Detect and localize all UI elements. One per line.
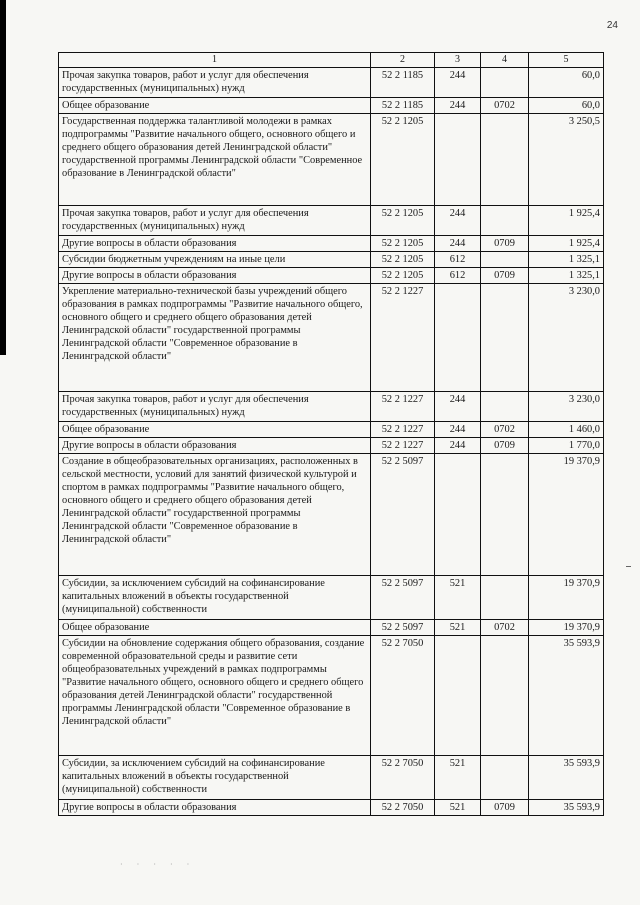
row-amount: 35 593,9	[529, 800, 604, 816]
row-code: 52 2 7050	[371, 636, 435, 756]
table-row	[59, 454, 604, 576]
row-type: 244	[435, 206, 481, 236]
page-number: 24	[606, 20, 618, 31]
row-name: Другие вопросы в области образования	[59, 236, 371, 252]
row-type: 244	[435, 68, 481, 98]
row-name: Субсидии, за исключением субсидий на софинансирование капитальных вложений в объекты государственной (муниципальной) собственности	[59, 576, 371, 620]
row-type: 244	[435, 236, 481, 252]
row-code: 52 2 7050	[371, 756, 435, 800]
row-section	[481, 392, 529, 422]
row-code: 52 2 1205	[371, 206, 435, 236]
table-row	[59, 800, 604, 816]
row-name: Общее образование	[59, 620, 371, 636]
row-section: 0709	[481, 236, 529, 252]
table-row	[59, 206, 604, 236]
row-amount: 60,0	[529, 98, 604, 114]
row-section	[481, 454, 529, 576]
row-amount: 3 230,0	[529, 392, 604, 422]
column-header-type: 3	[435, 53, 481, 68]
table-row	[59, 756, 604, 800]
scan-margin-mark	[626, 566, 631, 567]
row-section: 0709	[481, 438, 529, 454]
row-section	[481, 252, 529, 268]
row-code: 52 2 1185	[371, 68, 435, 98]
row-type: 244	[435, 98, 481, 114]
row-name: Субсидии на обновление содержания общего образования, создание современной образовательной среды и развитие сети общеобразовательных учреждений в рамках подпрограммы "Развитие начального общего, основного общего и среднего общего образования детей Ленинградской области" государственной программы Ленинградской области "Современное образование в Ленинградской области"	[59, 636, 371, 756]
table-row	[59, 268, 604, 284]
row-amount: 1 325,1	[529, 252, 604, 268]
row-amount: 3 250,5	[529, 114, 604, 206]
row-code: 52 2 5097	[371, 576, 435, 620]
table-row	[59, 236, 604, 252]
row-code: 52 2 1205	[371, 236, 435, 252]
table-row	[59, 620, 604, 636]
row-type: 612	[435, 252, 481, 268]
row-section	[481, 206, 529, 236]
row-code: 52 2 1205	[371, 114, 435, 206]
row-name: Прочая закупка товаров, работ и услуг для обеспечения государственных (муниципальных) нужд	[59, 206, 371, 236]
row-amount: 35 593,9	[529, 756, 604, 800]
row-amount: 1 770,0	[529, 438, 604, 454]
row-code: 52 2 5097	[371, 620, 435, 636]
table-row	[59, 68, 604, 98]
row-type: 521	[435, 620, 481, 636]
table-header-row	[59, 53, 604, 68]
row-type	[435, 636, 481, 756]
row-section: 0702	[481, 98, 529, 114]
table-row	[59, 422, 604, 438]
table-row	[59, 114, 604, 206]
table-row	[59, 284, 604, 392]
row-amount: 1 925,4	[529, 206, 604, 236]
column-header-section: 4	[481, 53, 529, 68]
row-name: Государственная поддержка талантливой молодежи в рамках подпрограммы "Развитие начального общего, основного общего и среднего общего образования детей Ленинградской области" государственной программы Ленинградской области "Современное образование в Ленинградской области"	[59, 114, 371, 206]
column-header-amount: 5	[529, 53, 604, 68]
row-name: Общее образование	[59, 98, 371, 114]
row-name: Общее образование	[59, 422, 371, 438]
row-name: Другие вопросы в области образования	[59, 800, 371, 816]
row-type: 521	[435, 576, 481, 620]
budget-table	[58, 52, 604, 816]
table-row	[59, 438, 604, 454]
row-code: 52 2 1185	[371, 98, 435, 114]
table-row	[59, 576, 604, 620]
row-type: 521	[435, 800, 481, 816]
row-amount: 1 460,0	[529, 422, 604, 438]
row-type	[435, 454, 481, 576]
row-code: 52 2 5097	[371, 454, 435, 576]
row-section	[481, 756, 529, 800]
row-type	[435, 284, 481, 392]
row-code: 52 2 7050	[371, 800, 435, 816]
row-name: Другие вопросы в области образования	[59, 268, 371, 284]
row-section	[481, 114, 529, 206]
row-name: Прочая закупка товаров, работ и услуг для обеспечения государственных (муниципальных) нужд	[59, 68, 371, 98]
row-code: 52 2 1227	[371, 284, 435, 392]
row-section	[481, 576, 529, 620]
row-amount: 1 925,4	[529, 236, 604, 252]
column-header-name: 1	[59, 53, 371, 68]
row-name: Субсидии, за исключением субсидий на софинансирование капитальных вложений в объекты государственной (муниципальной) собственности	[59, 756, 371, 800]
row-amount: 3 230,0	[529, 284, 604, 392]
row-amount: 1 325,1	[529, 268, 604, 284]
row-code: 52 2 1205	[371, 268, 435, 284]
row-section: 0709	[481, 268, 529, 284]
row-type: 244	[435, 392, 481, 422]
row-code: 52 2 1227	[371, 438, 435, 454]
row-section: 0702	[481, 620, 529, 636]
row-code: 52 2 1227	[371, 392, 435, 422]
row-name: Создание в общеобразовательных организациях, расположенных в сельской местности, условий для занятий физической культурой и спортом в рамках подпрограммы "Развитие начального общего, основного общего и среднего общего образования детей Ленинградской области" государственной программы Ленинградской области "Современное образование в Ленинградской области"	[59, 454, 371, 576]
row-section: 0702	[481, 422, 529, 438]
scan-edge-mark	[0, 0, 6, 355]
row-type	[435, 114, 481, 206]
row-amount: 19 370,9	[529, 454, 604, 576]
row-name: Прочая закупка товаров, работ и услуг для обеспечения государственных (муниципальных) нужд	[59, 392, 371, 422]
column-header-code: 2	[371, 53, 435, 68]
row-amount: 19 370,9	[529, 620, 604, 636]
row-amount: 19 370,9	[529, 576, 604, 620]
row-amount: 35 593,9	[529, 636, 604, 756]
row-type: 244	[435, 438, 481, 454]
row-section	[481, 636, 529, 756]
row-section	[481, 284, 529, 392]
row-name: Другие вопросы в области образования	[59, 438, 371, 454]
row-type: 521	[435, 756, 481, 800]
table-row	[59, 392, 604, 422]
table-row	[59, 98, 604, 114]
row-amount: 60,0	[529, 68, 604, 98]
table-row	[59, 252, 604, 268]
row-code: 52 2 1227	[371, 422, 435, 438]
row-type: 244	[435, 422, 481, 438]
row-name: Субсидии бюджетным учреждениям на иные цели	[59, 252, 371, 268]
row-type: 612	[435, 268, 481, 284]
row-section: 0709	[481, 800, 529, 816]
table-row	[59, 636, 604, 756]
row-code: 52 2 1205	[371, 252, 435, 268]
row-section	[481, 68, 529, 98]
row-name: Укрепление материально-технической базы учреждений общего образования в рамках подпрограммы "Развитие начального общего, основного общего и среднего общего образования детей Ленинградской области" государственной программы Ленинградской области "Современное образование в Ленинградской области"	[59, 284, 371, 392]
scan-noise: · · · · ·	[120, 860, 196, 869]
